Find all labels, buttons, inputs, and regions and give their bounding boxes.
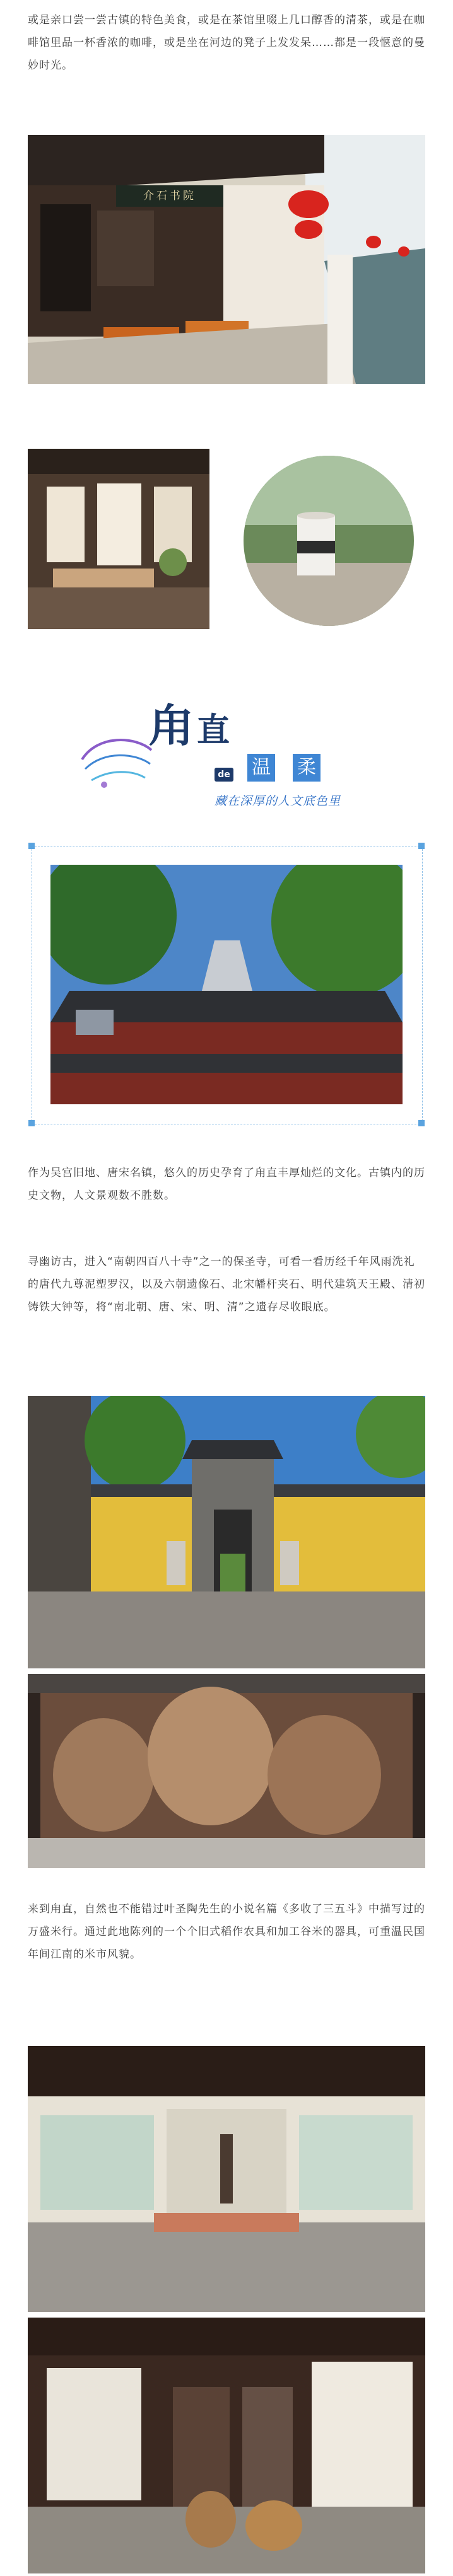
title-char-wen: 温 — [247, 754, 275, 782]
frame-corner-tl — [28, 843, 35, 849]
frame-corner-tr — [418, 843, 425, 849]
title-de-badge: de — [215, 768, 233, 782]
farm-tools-display-photo — [28, 2318, 425, 2573]
temple-paragraph: 寻幽访古，进入“南朝四百八十寺”之一的保圣寺，可看一看历经千年风雨洗礼的唐代九尊泥塑罗汉，以及六朝遗像石、北宋幡杆夹石、明代建筑天王殿、清初铸铁大钟等，将“南北朝、唐、宋、明、清”之遗存尽收眼底。 — [28, 1256, 425, 1314]
cafe-interior-photo — [28, 449, 209, 629]
clay-arhat-sculpture-photo — [28, 1674, 425, 1868]
section-subtitle: 藏在深厚的人文底色里 — [215, 794, 341, 808]
rice-shop-paragraph: 来到甪直，自然也不能错过叶圣陶先生的小说名篇《多收了三五斗》中描写过的万盛米行。通过此地陈列的一个个旧式稻作农具和加工谷米的器具，可重温民国年间江南的米市风貌。 — [28, 1903, 425, 1961]
history-paragraph: 作为吴宫旧地、唐宋名镇，悠久的历史孕育了甪直丰厚灿烂的文化。古镇内的历史文物，人文景观数不胜数。 — [28, 1167, 425, 1202]
title-char-rou: 柔 — [293, 754, 321, 782]
intro-paragraph: 或是亲口尝一尝古镇的特色美食，或是在茶馆里啜上几口醇香的清茶，或是在咖啡馆里品一杯香浓的咖啡，或是坐在河边的凳子上发发呆……都是一段惬意的曼妙时光。 — [28, 14, 425, 72]
temple-gate-photo — [28, 1396, 425, 1668]
swirl-decoration — [76, 725, 158, 794]
frame-corner-br — [418, 1120, 425, 1126]
title-char-lu: 甪 — [149, 700, 193, 752]
coffee-cup-photo — [244, 456, 414, 626]
teahouse-sign: 介石书院 — [143, 190, 196, 202]
teahouse-street-photo — [28, 135, 425, 384]
frame-corner-bl — [28, 1120, 35, 1126]
temple-roof-photo — [50, 865, 403, 1104]
title-char-zhi: 直 — [197, 711, 230, 749]
rice-museum-hall-photo — [28, 2046, 425, 2312]
